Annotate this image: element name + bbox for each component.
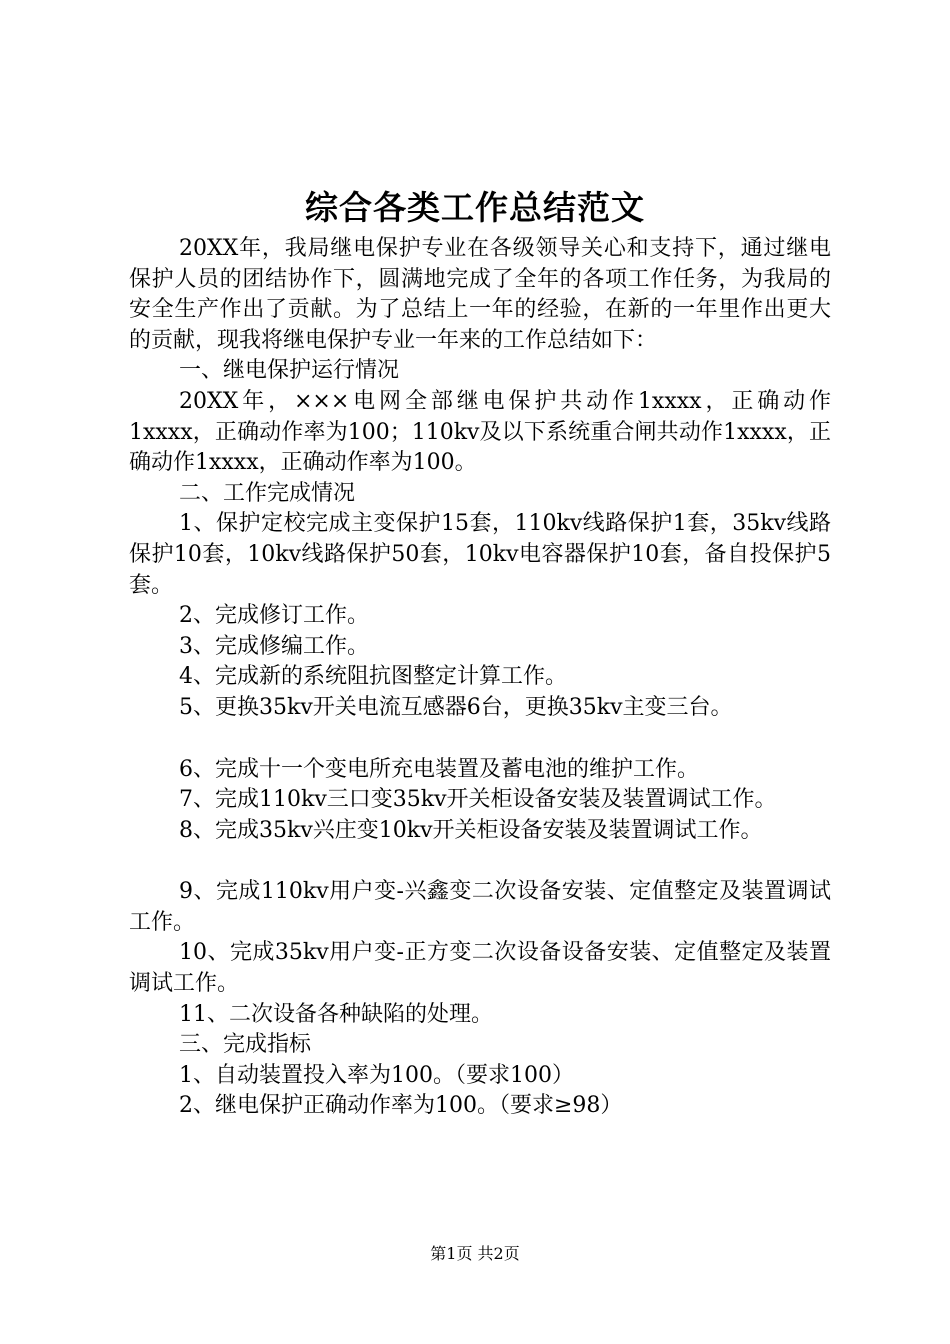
section-heading-indicators: 三、完成指标 — [179, 1032, 312, 1058]
work-item-10: 10、完成35kv用户变-正方变二次设备设备安装、定值整定及装置调试工作。 — [129, 940, 831, 997]
intro-paragraph: 20XX年，我局继电保护专业在各级领导关心和支持下，通过继电保护人员的团结协作下，圆满地完成了全年的各项工作任务，为我局的安全生产作出了贡献。为了总结上一年的经验，在新的一年里作出更大的贡献，现我将继电保护专业一年来的工作总结如下： — [129, 236, 831, 353]
operation-paragraph: 20XX年，×××电网全部继电保护共动作1xxxx，正确动作1xxxx，正确动作率为100；110kv及以下系统重合闸共动作1xxxx，正确动作1xxxx，正确动作率为100。 — [129, 388, 831, 476]
work-item-11: 11、二次设备各种缺陷的处理。 — [179, 1001, 493, 1027]
work-item-5: 5、更换35kv开关电流互感器6台，更换35kv主变三台。 — [179, 694, 733, 720]
document-body — [129, 234, 831, 1122]
work-item-8: 8、完成35kv兴庄变10kv开关柜设备安装及装置调试工作。 — [179, 817, 763, 843]
work-item-3: 3、完成修编工作。 — [179, 633, 369, 659]
work-item-2: 2、完成修订工作。 — [179, 603, 369, 629]
work-item-6: 6、完成十一个变电所充电装置及蓄电池的维护工作。 — [179, 756, 699, 782]
work-item-4: 4、完成新的系统阻抗图整定计算工作。 — [179, 664, 567, 690]
work-item-7: 7、完成110kv三口变35kv开关柜设备安装及装置调试工作。 — [179, 787, 777, 813]
indicator-item-1: 1、自动装置投入率为100。（要求100） — [179, 1062, 574, 1088]
indicator-item-2: 2、继电保护正确动作率为100。（要求≥98） — [179, 1093, 623, 1119]
section-heading-operation: 一、继电保护运行情况 — [179, 358, 400, 384]
section-heading-work: 二、工作完成情况 — [179, 480, 356, 506]
work-item-1: 1、保护定校完成主变保护15套，110kv线路保护1套，35kv线路保护10套，10kv线路保护50套，10kv电容器保护10套，备自投保护5套。 — [129, 511, 831, 598]
page-number-footer: 第1页 共2页 — [430, 1244, 520, 1263]
document-title: 综合各类工作总结范文 — [305, 188, 645, 227]
work-item-9: 9、完成110kv用户变-兴鑫变二次设备安装、定值整定及装置调试工作。 — [129, 879, 831, 935]
